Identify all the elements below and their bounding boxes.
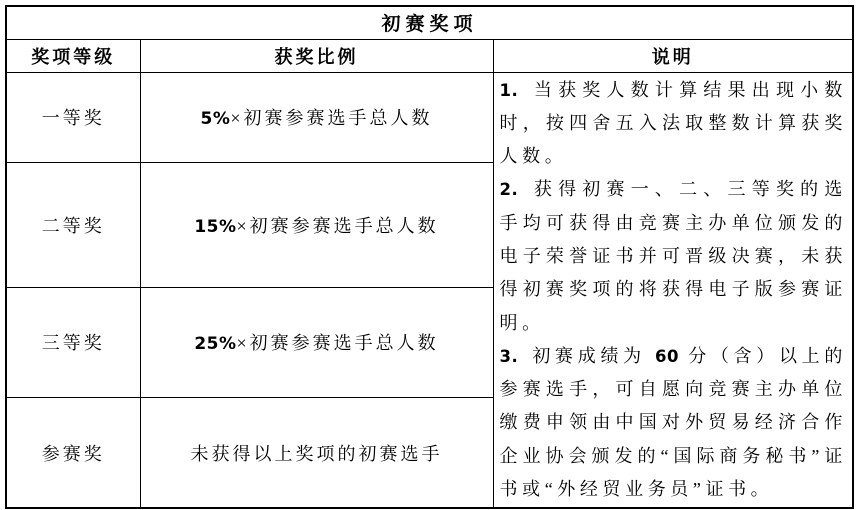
note-paragraph-1: [500, 74, 848, 174]
ratio-percentage: 15%: [194, 216, 237, 237]
award-level-first-prize: 一等奖: [6, 72, 140, 162]
note-number: 2.: [499, 180, 519, 200]
ratio-text: ×初赛参赛选手总人数: [230, 108, 433, 129]
table-title: 初赛奖项: [6, 6, 853, 39]
note-score-value: 60: [655, 346, 679, 366]
note-text: 分（含）以上的参赛选手，可自愿向竞赛主办单位缴费申领由中国对外贸易经济合作企业协会颁发的“国际商务秘书”证书或“外经贸业务员”证书。: [499, 345, 847, 500]
award-level-third-prize: 三等奖: [6, 287, 140, 398]
note-text: 当获奖人数计算结果出现小数时，按四舍五入法取整数计算获奖人数。: [499, 79, 847, 167]
award-ratio-first-prize: [140, 72, 493, 162]
table-title-row: [6, 6, 853, 39]
ratio-percentage: 5%: [200, 109, 231, 130]
ratio-percentage: 25%: [194, 334, 237, 355]
note-text: 获得初赛一、二、三等奖的选手均可获得由竞赛主办单位颁发的电子荣誉证书并可晋级决赛，未获得初赛奖项的将获得电子版参赛证明。: [499, 179, 847, 333]
preliminary-awards-table: [5, 5, 854, 509]
notes-cell: [493, 72, 853, 508]
award-level-second-prize: 二等奖: [6, 162, 140, 287]
ratio-text: ×初赛参赛选手总人数: [236, 215, 439, 236]
ratio-text: ×初赛参赛选手总人数: [236, 333, 439, 354]
note-number: 1.: [499, 80, 519, 100]
table-row: [6, 72, 853, 162]
note-paragraph-2: [500, 173, 848, 339]
column-header-award-level: 奖项等级: [6, 39, 140, 72]
award-level-participation: 参赛奖: [6, 398, 140, 509]
ratio-text: 未获得以上奖项的初赛选手: [190, 443, 443, 464]
column-header-award-ratio: 获奖比例: [140, 39, 493, 72]
note-paragraph-3: [500, 340, 848, 506]
table-header-row: [6, 39, 853, 72]
note-number: 3.: [499, 346, 519, 366]
column-header-notes: 说明: [493, 39, 853, 72]
award-ratio-participation: [140, 398, 493, 509]
award-ratio-second-prize: [140, 162, 493, 287]
award-ratio-third-prize: [140, 287, 493, 398]
note-text: 初赛成绩为: [532, 345, 656, 366]
